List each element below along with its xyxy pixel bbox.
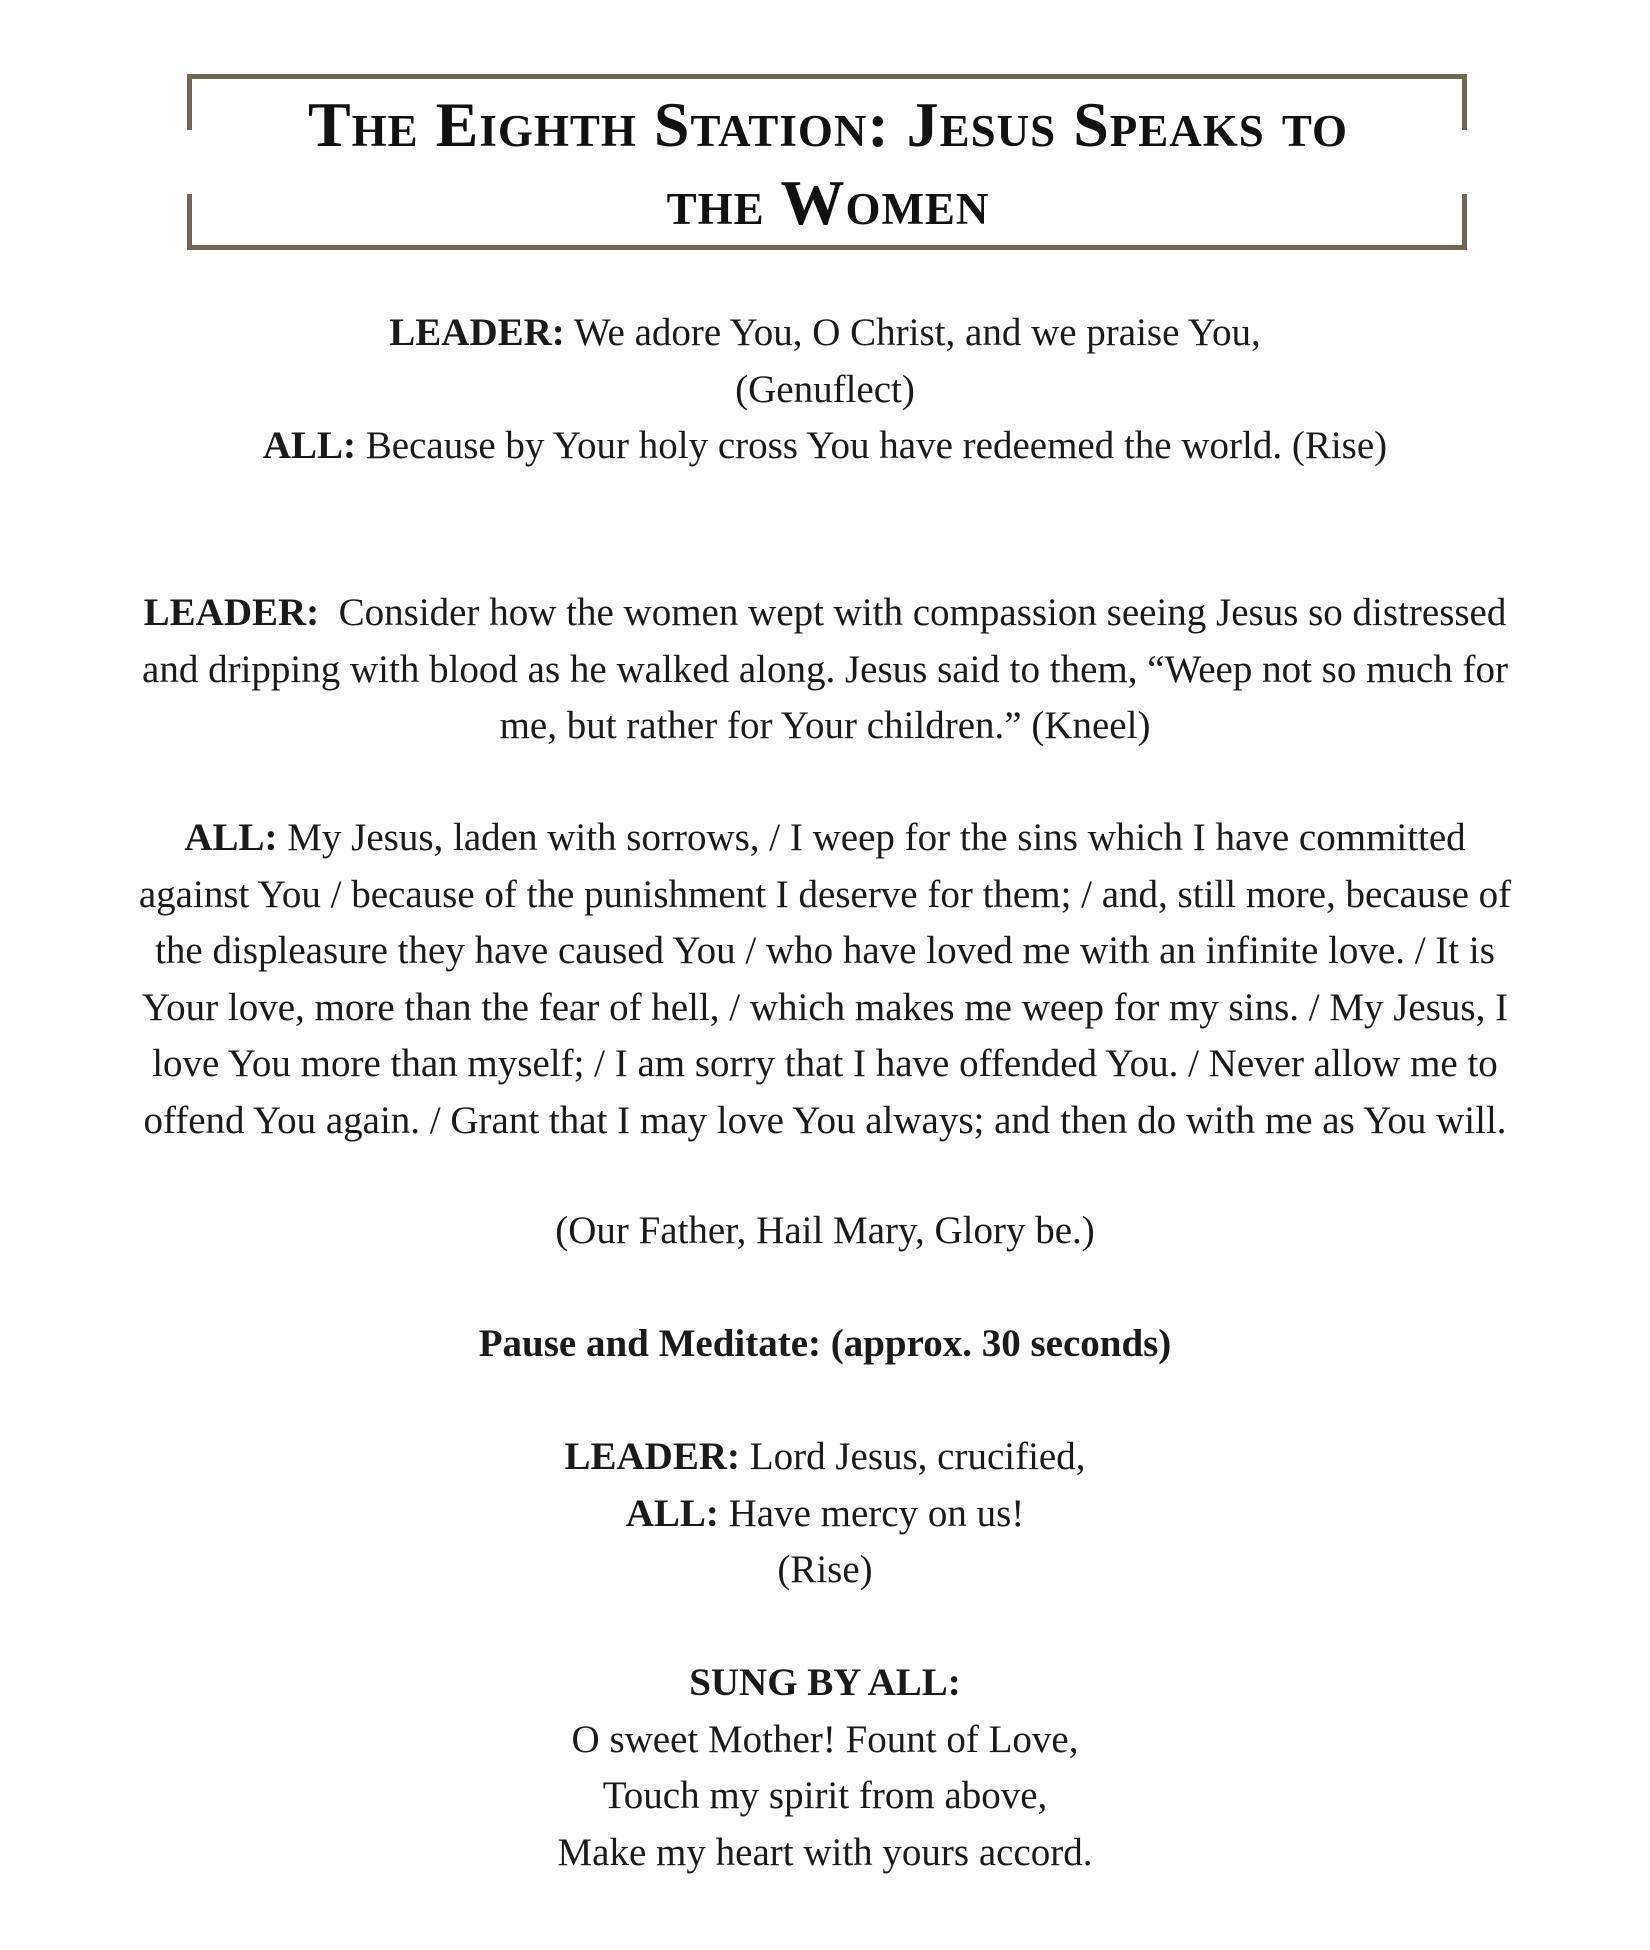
all-label: ALL:	[625, 1491, 719, 1535]
pause-instruction: Pause and Meditate: (approx. 30 seconds)	[478, 1322, 1172, 1365]
closing-leader-text: Lord Jesus, crucified,	[740, 1435, 1086, 1478]
leader-label: LEADER:	[143, 591, 320, 634]
title-line-2: the Women	[666, 167, 990, 238]
rise-instruction: (Rise)	[777, 1548, 873, 1591]
prayer-block	[120, 810, 1530, 1149]
prayers-said-block	[120, 1203, 1530, 1260]
consider-line-3: me, but rather for Your children.” (Kneel)	[499, 704, 1151, 747]
hymn-line-3: Make my heart with yours accord.	[557, 1830, 1093, 1874]
closing-leader-line	[120, 1429, 1530, 1486]
prayer-line-4: Your love, more than the fear of hell, / which makes me weep for my sins. / My Jesus, I	[141, 985, 1509, 1029]
title-line-1: The Eighth Station: Jesus Speaks to	[307, 89, 1349, 160]
leader-label: LEADER:	[564, 1435, 741, 1478]
hymn-label: SUNG BY ALL:	[689, 1661, 961, 1704]
consider-text-1: Consider how the women wept with compassion seeing Jesus so distressed	[319, 591, 1507, 634]
frame-bottom-border	[187, 245, 1467, 250]
consider-line-1	[120, 585, 1530, 642]
closing-block	[120, 1429, 1530, 1599]
hymn-block	[120, 1655, 1530, 1881]
hymn-line-2: Touch my spirit from above,	[602, 1774, 1048, 1817]
opening-all-text: Because by Your holy cross You have redeemed the world. (Rise)	[356, 424, 1388, 467]
opening-leader-line	[120, 305, 1530, 362]
closing-all-line	[120, 1486, 1530, 1543]
opening-all-line	[120, 418, 1530, 475]
page-title	[190, 86, 1466, 242]
opening-leader-text: We adore You, O Christ, and we praise You,	[564, 311, 1261, 354]
prayers-said: (Our Father, Hail Mary, Glory be.)	[555, 1209, 1095, 1252]
prayer-line-3: the displeasure they have caused You / who have loved me with an infinite love. / It is	[155, 929, 1495, 972]
all-label: ALL:	[184, 816, 278, 859]
all-label: ALL:	[262, 424, 356, 467]
opening-block	[120, 305, 1530, 475]
prayer-line-5: love You more than myself; / I am sorry that I have offended You. / Never allow me to	[152, 1042, 1498, 1085]
hymn-line-1: O sweet Mother! Fount of Love,	[571, 1717, 1079, 1761]
leader-label: LEADER:	[389, 311, 565, 354]
pause-block	[120, 1316, 1530, 1373]
genuflect-instruction: (Genuflect)	[735, 367, 915, 411]
prayer-text-1: My Jesus, laden with sorrows, / I weep for the sins which I have committed	[277, 816, 1466, 859]
frame-top-border	[187, 74, 1467, 79]
consider-line-2: and dripping with blood as he walked along. Jesus said to them, “Weep not so much for	[142, 647, 1508, 691]
prayer-line-2: against You / because of the punishment I deserve for them; / and, still more, because of	[138, 872, 1512, 916]
prayer-line-1	[120, 810, 1530, 867]
closing-all-text: Have mercy on us!	[718, 1491, 1025, 1535]
prayer-line-6: offend You again. / Grant that I may love You always; and then do with me as You will.	[143, 1098, 1507, 1142]
consider-block	[120, 585, 1530, 755]
